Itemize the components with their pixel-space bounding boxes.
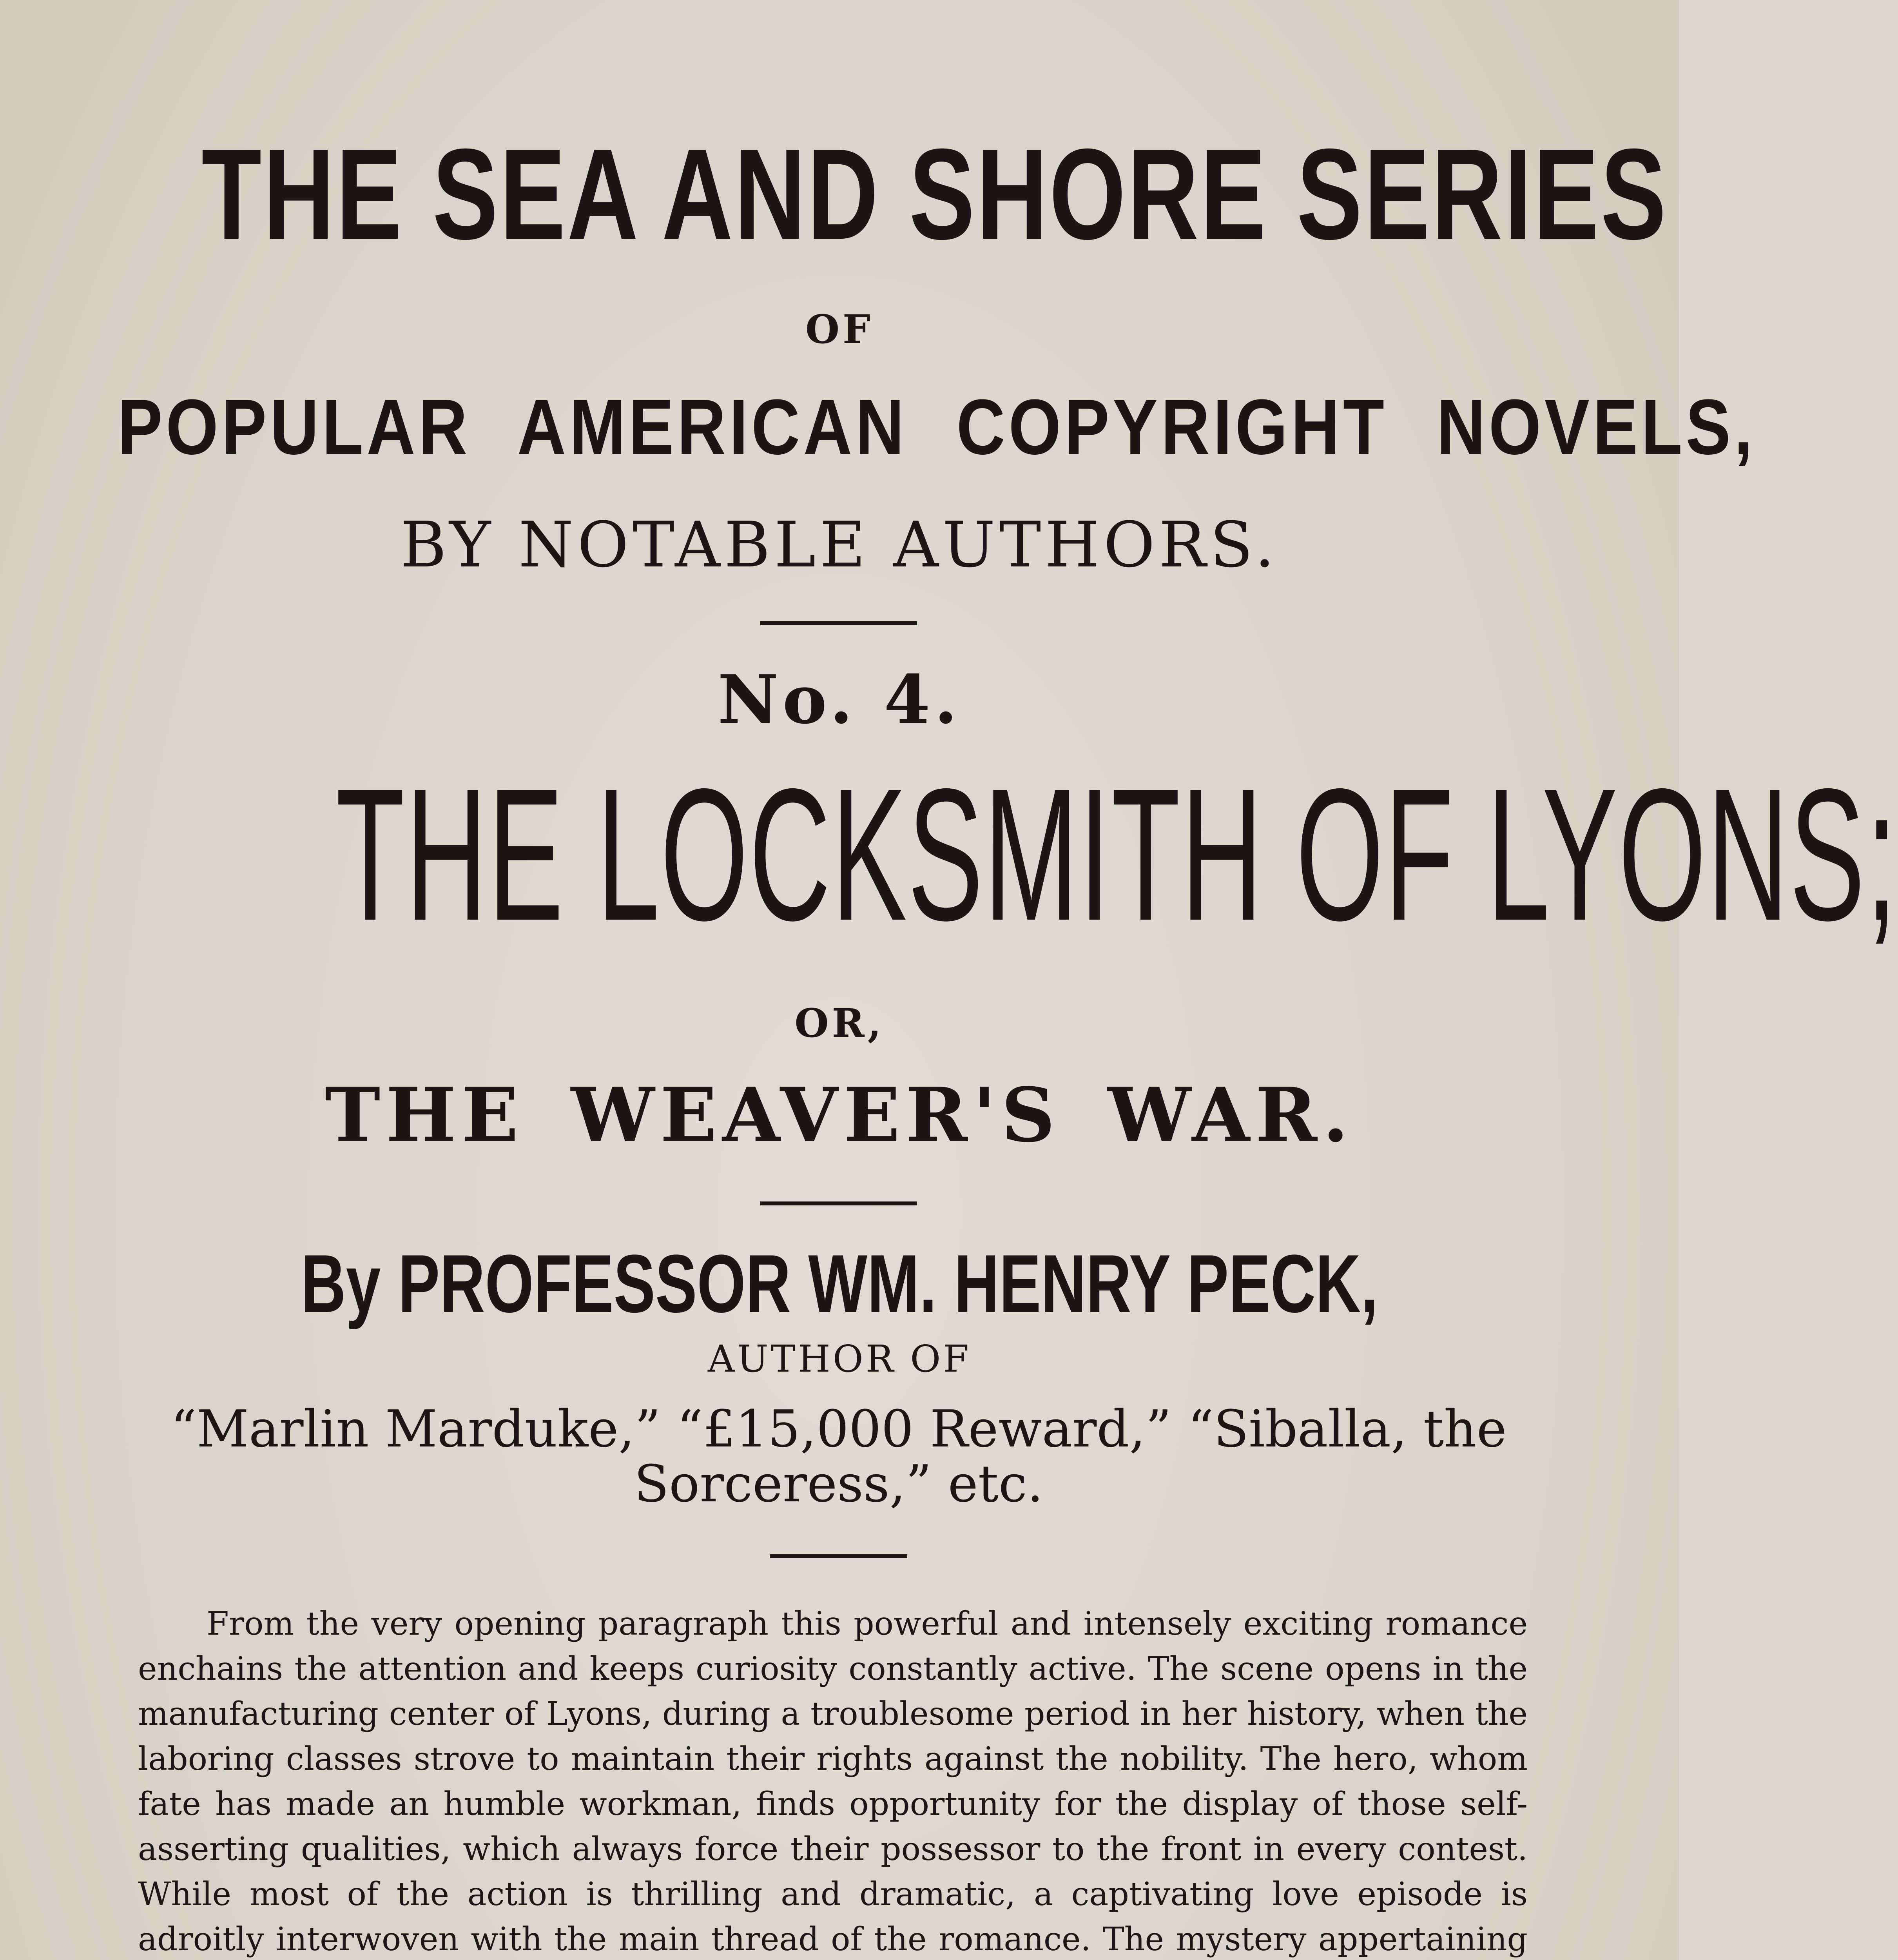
divider-rule: [760, 621, 917, 625]
description-paragraph: From the very opening paragraph this powerful and intensely exciting romance enchains the attention and keeps curiosity constantly active. The scene opens in the manufacturing center of Lyons, during a troublesome period in her history, when the laboring classes strove to maintain their rights against the nobility. The hero, whom fate has made an humble workman, finds opportunity for the display of those self-asserting qualities, which always force their possessor to the front in every contest. While most of the action is thrilling and dramatic, a captivating love episode is adroitly interwoven with the main thread of the romance. The mystery appertaining: [138, 1605, 1528, 1958]
author-of-label: AUTHOR OF: [707, 1338, 972, 1381]
series-subtitle: POPULAR AMERICAN COPYRIGHT NOVELS,: [117, 383, 1756, 471]
other-works: “Marlin Marduke,” “£15,000 Reward,” “Siballa, the Sorceress,” etc.: [170, 1399, 1507, 1514]
author-byline: By PROFESSOR WM. HENRY PECK,: [301, 1238, 1378, 1330]
book-number: No. 4.: [718, 661, 961, 739]
divider-rule: [760, 1201, 917, 1205]
authors-line: BY NOTABLE AUTHORS.: [400, 508, 1279, 581]
book-subtitle: THE WEAVER'S WAR.: [324, 1071, 1354, 1159]
divider-rule: [770, 1554, 907, 1558]
or-line: OR,: [794, 1000, 885, 1046]
of-line: OF: [805, 306, 874, 352]
series-title: THE SEA AND SHORE SERIES: [201, 122, 1668, 266]
book-title: THE LOCKSMITH OF LYONS;: [335, 749, 1898, 960]
